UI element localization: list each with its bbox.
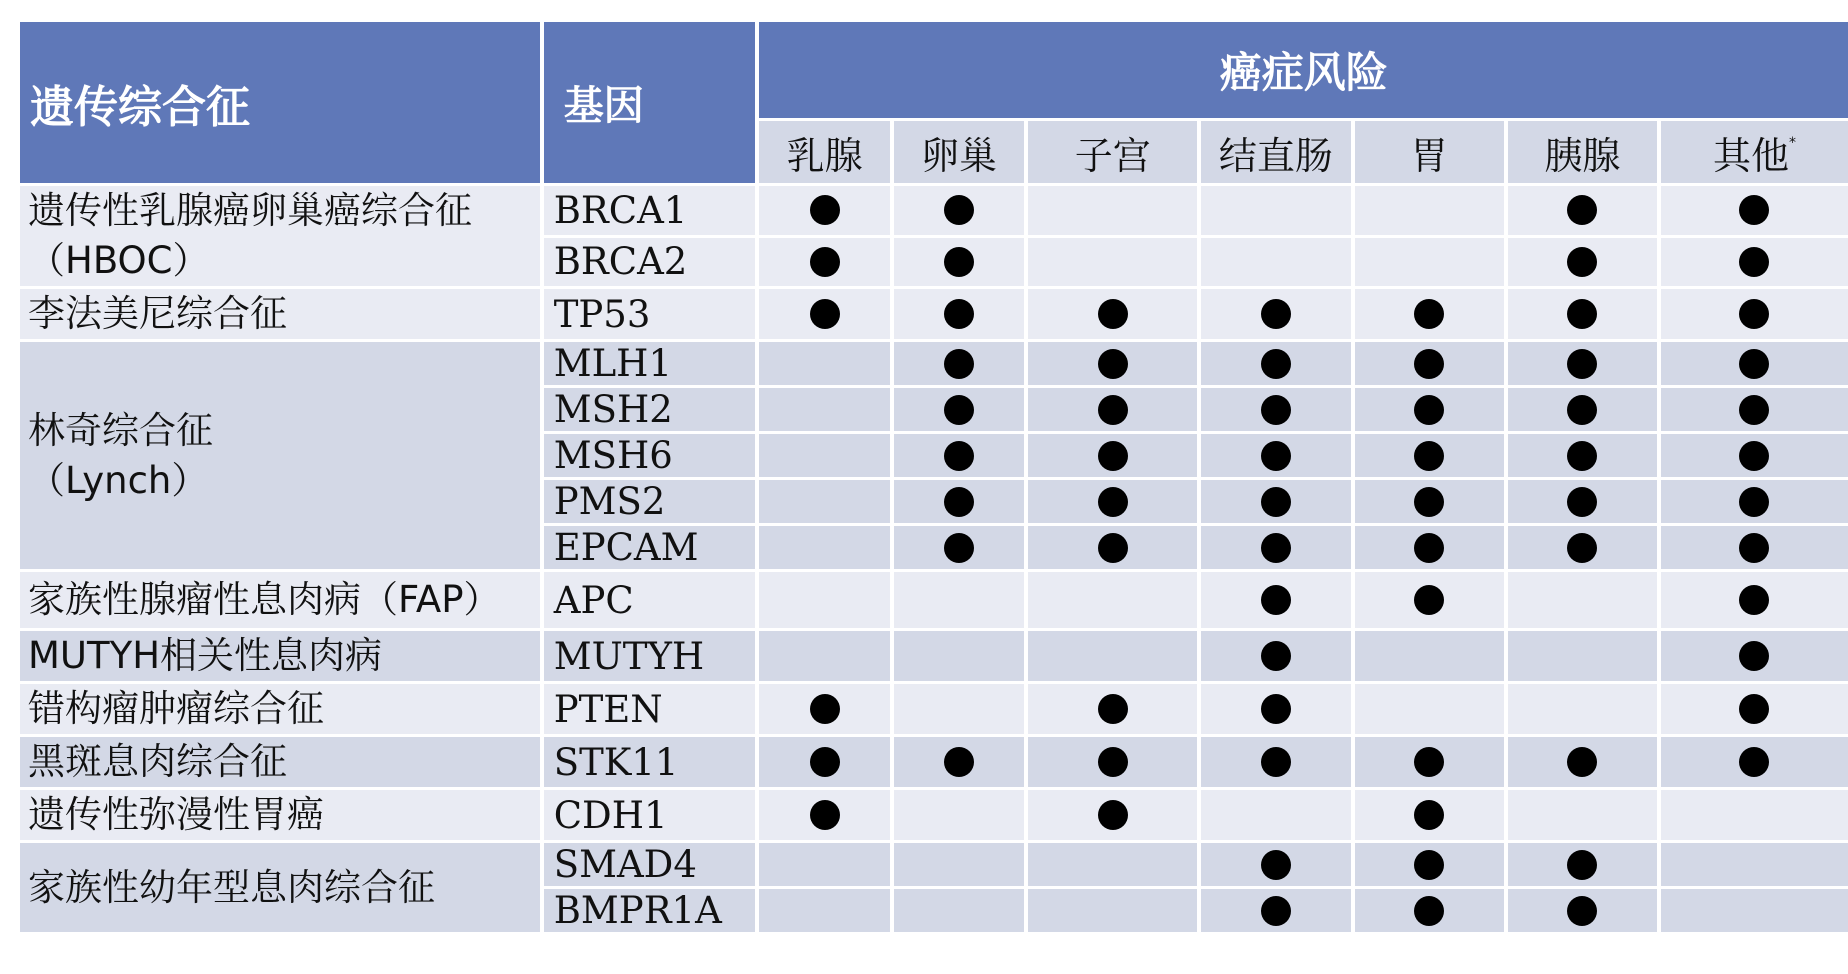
risk-cell bbox=[1355, 843, 1504, 886]
risk-dot-icon bbox=[1414, 533, 1444, 563]
risk-cell bbox=[759, 480, 889, 523]
header-colorectal: 结直肠 bbox=[1201, 121, 1350, 183]
risk-cell bbox=[1508, 480, 1657, 523]
header-gene: 基因 bbox=[544, 22, 756, 183]
gene-cell: PTEN bbox=[544, 684, 756, 734]
risk-dot-icon bbox=[810, 247, 840, 277]
risk-cell bbox=[1508, 790, 1657, 840]
table-row bbox=[20, 737, 1848, 787]
risk-dot-icon bbox=[1098, 533, 1128, 563]
risk-cell bbox=[894, 186, 1024, 235]
risk-cell bbox=[759, 526, 889, 569]
risk-cell bbox=[1201, 526, 1350, 569]
risk-dot-icon bbox=[1739, 487, 1769, 517]
risk-cell bbox=[759, 631, 889, 681]
risk-dot-icon bbox=[1739, 585, 1769, 615]
risk-cell bbox=[1201, 572, 1350, 628]
risk-cell bbox=[1508, 388, 1657, 431]
risk-cell bbox=[1028, 238, 1197, 287]
risk-cell bbox=[1508, 737, 1657, 787]
footnote-mark: * bbox=[1788, 134, 1796, 151]
risk-dot-icon bbox=[810, 800, 840, 830]
risk-dot-icon bbox=[1567, 896, 1597, 926]
risk-cell bbox=[1028, 480, 1197, 523]
risk-dot-icon bbox=[1567, 747, 1597, 777]
risk-cell bbox=[1661, 843, 1848, 886]
risk-cell bbox=[1201, 843, 1350, 886]
risk-cell bbox=[759, 388, 889, 431]
risk-cell bbox=[759, 434, 889, 477]
table-row bbox=[20, 631, 1848, 681]
table-body bbox=[20, 186, 1848, 932]
syndrome-name-line: 错构瘤肿瘤综合征 bbox=[28, 687, 324, 730]
risk-cell bbox=[1201, 737, 1350, 787]
risk-cell bbox=[894, 342, 1024, 385]
risk-cell bbox=[1028, 684, 1197, 734]
header-breast: 乳腺 bbox=[759, 121, 889, 183]
risk-dot-icon bbox=[1098, 395, 1128, 425]
risk-cell bbox=[1508, 889, 1657, 932]
syndrome-name-line: 遗传性乳腺癌卵巢癌综合征 bbox=[28, 189, 472, 232]
risk-cell bbox=[759, 843, 889, 886]
risk-cell bbox=[1028, 289, 1197, 339]
table-row bbox=[20, 289, 1848, 339]
risk-dot-icon bbox=[944, 247, 974, 277]
syndrome-cell bbox=[20, 289, 540, 339]
risk-dot-icon bbox=[1261, 585, 1291, 615]
risk-dot-icon bbox=[1261, 395, 1291, 425]
risk-dot-icon bbox=[810, 195, 840, 225]
risk-cell bbox=[1508, 186, 1657, 235]
gene-cell: BMPR1A bbox=[544, 889, 756, 932]
syndrome-name-line: MUTYH相关性息肉病 bbox=[28, 634, 383, 677]
table-row bbox=[20, 790, 1848, 840]
risk-dot-icon bbox=[1261, 349, 1291, 379]
gene-cell: MSH2 bbox=[544, 388, 756, 431]
risk-cell bbox=[1661, 572, 1848, 628]
risk-cell bbox=[894, 790, 1024, 840]
risk-dot-icon bbox=[944, 533, 974, 563]
risk-dot-icon bbox=[1414, 747, 1444, 777]
risk-dot-icon bbox=[1739, 694, 1769, 724]
risk-cell bbox=[894, 238, 1024, 287]
table-row bbox=[20, 572, 1848, 628]
risk-cell bbox=[1355, 342, 1504, 385]
risk-dot-icon bbox=[1739, 395, 1769, 425]
risk-dot-icon bbox=[1739, 195, 1769, 225]
risk-cell bbox=[1028, 342, 1197, 385]
risk-cell bbox=[1028, 737, 1197, 787]
risk-dot-icon bbox=[1098, 299, 1128, 329]
risk-dot-icon bbox=[1098, 487, 1128, 517]
risk-cell bbox=[1028, 889, 1197, 932]
header-pancreas: 胰腺 bbox=[1508, 121, 1657, 183]
risk-dot-icon bbox=[1567, 195, 1597, 225]
risk-dot-icon bbox=[1098, 441, 1128, 471]
risk-dot-icon bbox=[1414, 850, 1444, 880]
risk-dot-icon bbox=[1414, 395, 1444, 425]
risk-cell bbox=[1201, 631, 1350, 681]
risk-dot-icon bbox=[1567, 487, 1597, 517]
risk-dot-icon bbox=[1739, 247, 1769, 277]
risk-dot-icon bbox=[1261, 694, 1291, 724]
risk-dot-icon bbox=[1739, 533, 1769, 563]
risk-cell bbox=[1661, 388, 1848, 431]
risk-dot-icon bbox=[1567, 533, 1597, 563]
risk-dot-icon bbox=[1098, 694, 1128, 724]
gene-cell: MUTYH bbox=[544, 631, 756, 681]
risk-dot-icon bbox=[1414, 441, 1444, 471]
risk-cell bbox=[1508, 289, 1657, 339]
risk-dot-icon bbox=[1739, 349, 1769, 379]
risk-cell bbox=[1201, 388, 1350, 431]
risk-cell bbox=[1355, 572, 1504, 628]
risk-cell bbox=[894, 684, 1024, 734]
risk-cell bbox=[1508, 572, 1657, 628]
gene-cell: MSH6 bbox=[544, 434, 756, 477]
risk-dot-icon bbox=[1414, 800, 1444, 830]
risk-cell bbox=[1201, 342, 1350, 385]
risk-dot-icon bbox=[1261, 533, 1291, 563]
risk-cell bbox=[1355, 289, 1504, 339]
syndrome-cell bbox=[20, 186, 540, 286]
risk-dot-icon bbox=[1567, 395, 1597, 425]
risk-cell bbox=[1355, 238, 1504, 287]
table-row bbox=[20, 342, 1848, 385]
syndrome-name-line: （Lynch） bbox=[28, 458, 209, 502]
risk-cell bbox=[894, 631, 1024, 681]
risk-dot-icon bbox=[1261, 896, 1291, 926]
risk-cell bbox=[1355, 790, 1504, 840]
risk-cell bbox=[1508, 526, 1657, 569]
risk-dot-icon bbox=[1414, 349, 1444, 379]
risk-cell bbox=[759, 889, 889, 932]
risk-dot-icon bbox=[1739, 299, 1769, 329]
risk-cell bbox=[1028, 526, 1197, 569]
risk-dot-icon bbox=[1739, 747, 1769, 777]
risk-cell bbox=[894, 737, 1024, 787]
syndrome-cell bbox=[20, 843, 540, 932]
risk-cell bbox=[1201, 790, 1350, 840]
risk-dot-icon bbox=[1261, 747, 1291, 777]
risk-dot-icon bbox=[944, 395, 974, 425]
gene-cell: CDH1 bbox=[544, 790, 756, 840]
risk-dot-icon bbox=[1414, 896, 1444, 926]
risk-cell bbox=[1201, 186, 1350, 235]
syndrome-cell bbox=[20, 631, 540, 681]
risk-cell bbox=[1028, 572, 1197, 628]
gene-cell: PMS2 bbox=[544, 480, 756, 523]
risk-dot-icon bbox=[810, 747, 840, 777]
risk-cell bbox=[1661, 186, 1848, 235]
risk-dot-icon bbox=[1567, 349, 1597, 379]
risk-dot-icon bbox=[1261, 441, 1291, 471]
risk-cell bbox=[1508, 631, 1657, 681]
syndrome-cell bbox=[20, 790, 540, 840]
risk-dot-icon bbox=[1261, 487, 1291, 517]
risk-cell bbox=[1661, 684, 1848, 734]
risk-cell bbox=[1508, 342, 1657, 385]
risk-cell bbox=[1661, 434, 1848, 477]
risk-cell bbox=[894, 889, 1024, 932]
risk-dot-icon bbox=[944, 441, 974, 471]
risk-dot-icon bbox=[1414, 487, 1444, 517]
syndrome-name-line: 李法美尼综合征 bbox=[28, 292, 287, 335]
risk-dot-icon bbox=[944, 195, 974, 225]
risk-dot-icon bbox=[1261, 299, 1291, 329]
risk-cell bbox=[894, 434, 1024, 477]
risk-cell bbox=[1028, 631, 1197, 681]
syndrome-name-line: 家族性腺瘤性息肉病（FAP） bbox=[28, 578, 501, 621]
risk-cell bbox=[1508, 684, 1657, 734]
risk-cell bbox=[1355, 737, 1504, 787]
gene-cell: STK11 bbox=[544, 737, 756, 787]
risk-dot-icon bbox=[1739, 641, 1769, 671]
gene-cell: MLH1 bbox=[544, 342, 756, 385]
risk-cell bbox=[1661, 889, 1848, 932]
risk-cell bbox=[894, 289, 1024, 339]
risk-cell bbox=[1355, 388, 1504, 431]
risk-cell bbox=[1661, 631, 1848, 681]
table-row bbox=[20, 843, 1848, 886]
risk-cell bbox=[1355, 889, 1504, 932]
risk-cell bbox=[894, 480, 1024, 523]
risk-cell bbox=[1661, 342, 1848, 385]
header-uterus: 子宫 bbox=[1028, 121, 1197, 183]
risk-cell bbox=[1201, 480, 1350, 523]
gene-cell: APC bbox=[544, 572, 756, 628]
syndrome-name-line: 遗传性弥漫性胃癌 bbox=[28, 793, 324, 836]
risk-cell bbox=[1661, 526, 1848, 569]
gene-cell: TP53 bbox=[544, 289, 756, 339]
table-row bbox=[20, 684, 1848, 734]
gene-cell: BRCA1 bbox=[544, 186, 756, 235]
risk-dot-icon bbox=[1567, 299, 1597, 329]
risk-cell bbox=[894, 388, 1024, 431]
risk-cell bbox=[1028, 790, 1197, 840]
risk-dot-icon bbox=[944, 349, 974, 379]
risk-cell bbox=[1028, 843, 1197, 886]
gene-cell: SMAD4 bbox=[544, 843, 756, 886]
risk-cell bbox=[759, 684, 889, 734]
risk-cell bbox=[1661, 737, 1848, 787]
header-other-label: 其他 bbox=[1712, 133, 1789, 178]
risk-dot-icon bbox=[1098, 800, 1128, 830]
risk-cell bbox=[894, 843, 1024, 886]
syndrome-name-line: （HBOC） bbox=[28, 239, 210, 282]
risk-cell bbox=[759, 572, 889, 628]
table-row bbox=[20, 186, 1848, 235]
risk-cell bbox=[1028, 434, 1197, 477]
risk-cell bbox=[1028, 186, 1197, 235]
risk-cell bbox=[759, 238, 889, 287]
risk-cell bbox=[1355, 631, 1504, 681]
risk-cell bbox=[1201, 889, 1350, 932]
risk-dot-icon bbox=[944, 487, 974, 517]
header-syndrome: 遗传综合征 bbox=[20, 22, 540, 183]
gene-cell: BRCA2 bbox=[544, 238, 756, 287]
risk-dot-icon bbox=[1567, 850, 1597, 880]
header-cancer-risk: 癌症风险 bbox=[759, 22, 1848, 118]
risk-dot-icon bbox=[944, 747, 974, 777]
risk-cell bbox=[1661, 790, 1848, 840]
risk-cell bbox=[1201, 434, 1350, 477]
cancer-risk-table bbox=[16, 19, 1848, 935]
risk-dot-icon bbox=[1739, 441, 1769, 471]
risk-cell bbox=[1661, 238, 1848, 287]
risk-cell bbox=[894, 572, 1024, 628]
risk-cell bbox=[759, 289, 889, 339]
risk-cell bbox=[1028, 388, 1197, 431]
risk-cell bbox=[1508, 434, 1657, 477]
risk-dot-icon bbox=[810, 299, 840, 329]
risk-dot-icon bbox=[1414, 299, 1444, 329]
risk-cell bbox=[1201, 289, 1350, 339]
risk-dot-icon bbox=[810, 694, 840, 724]
syndrome-cell bbox=[20, 737, 540, 787]
risk-dot-icon bbox=[1567, 441, 1597, 471]
header-stomach: 胃 bbox=[1355, 121, 1504, 183]
risk-cell bbox=[759, 737, 889, 787]
risk-dot-icon bbox=[1261, 641, 1291, 671]
syndrome-cell bbox=[20, 572, 540, 628]
risk-cell bbox=[759, 186, 889, 235]
syndrome-name-line: 家族性幼年型息肉综合征 bbox=[28, 865, 435, 909]
syndrome-name-line: 黑斑息肉综合征 bbox=[28, 740, 287, 783]
syndrome-name-line: 林奇综合征 bbox=[28, 408, 213, 452]
risk-dot-icon bbox=[1098, 747, 1128, 777]
risk-cell bbox=[1661, 289, 1848, 339]
syndrome-cell bbox=[20, 684, 540, 734]
risk-cell bbox=[1355, 684, 1504, 734]
risk-cell bbox=[1508, 238, 1657, 287]
risk-cell bbox=[1355, 434, 1504, 477]
risk-cell bbox=[1355, 186, 1504, 235]
risk-dot-icon bbox=[1567, 247, 1597, 277]
syndrome-cell bbox=[20, 342, 540, 569]
risk-cell bbox=[759, 790, 889, 840]
risk-cell bbox=[759, 342, 889, 385]
risk-cell bbox=[1355, 480, 1504, 523]
risk-cell bbox=[1201, 684, 1350, 734]
risk-dot-icon bbox=[1261, 850, 1291, 880]
risk-cell bbox=[1661, 480, 1848, 523]
header-ovary: 卵巢 bbox=[894, 121, 1024, 183]
gene-cell: EPCAM bbox=[544, 526, 756, 569]
risk-cell bbox=[1355, 526, 1504, 569]
risk-dot-icon bbox=[1414, 585, 1444, 615]
risk-cell bbox=[1201, 238, 1350, 287]
header-other bbox=[1661, 121, 1848, 183]
risk-dot-icon bbox=[1098, 349, 1128, 379]
risk-dot-icon bbox=[944, 299, 974, 329]
risk-cell bbox=[1508, 843, 1657, 886]
risk-cell bbox=[894, 526, 1024, 569]
